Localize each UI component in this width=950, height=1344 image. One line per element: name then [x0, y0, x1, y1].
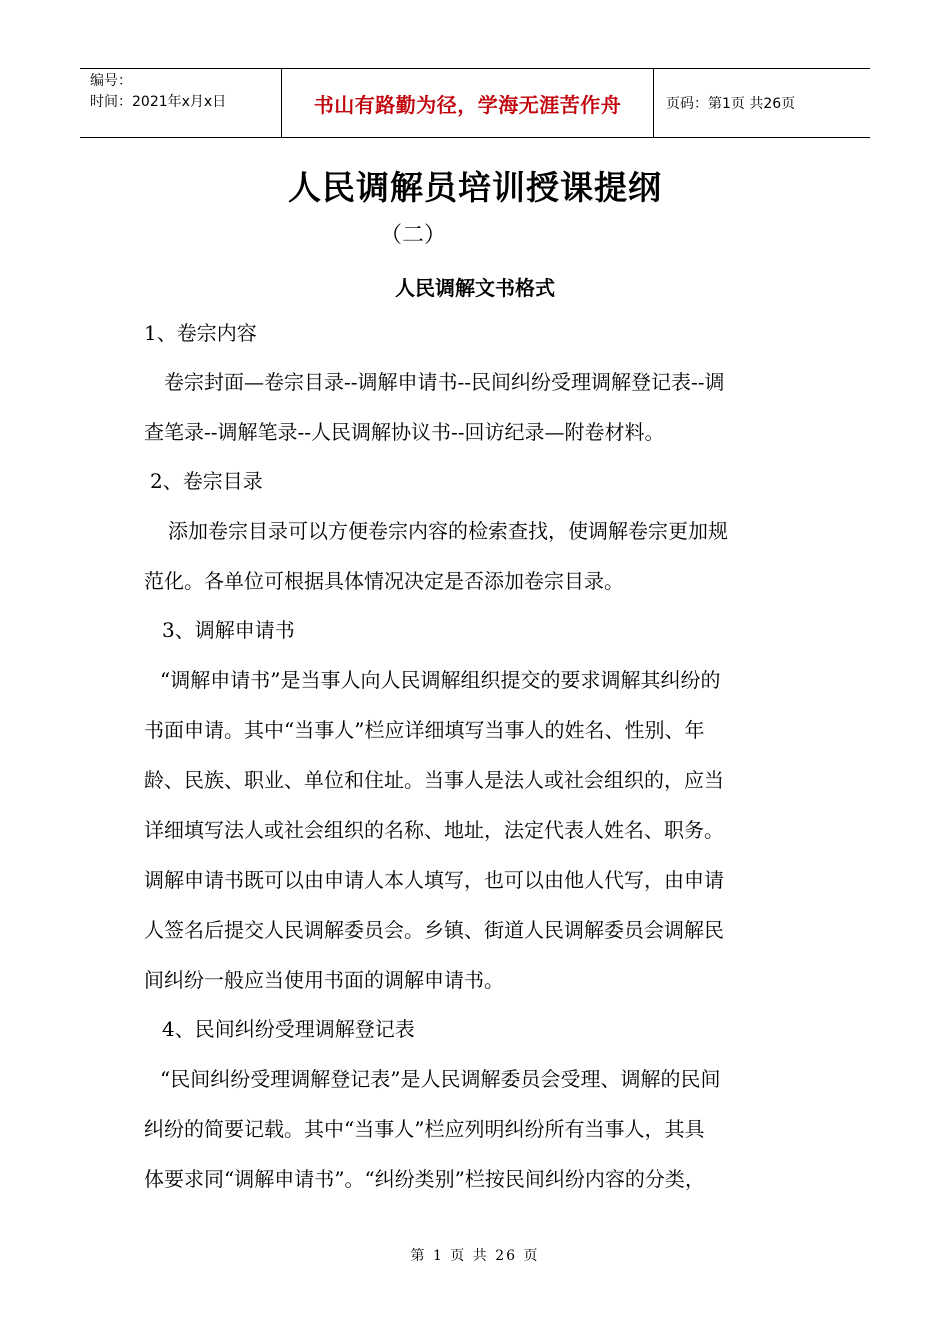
- body-line: 间纠纷一般应当使用书面的调解申请书。: [144, 968, 504, 992]
- document-title: 人民调解员培训授课提纲: [288, 168, 662, 207]
- body-line: “民间纠纷受理调解登记表”是人民调解委员会受理、调解的民间: [160, 1067, 721, 1091]
- body-line: 书面申请。其中“当事人”栏应详细填写当事人的姓名、性别、年: [144, 718, 705, 742]
- body-line: 龄、民族、职业、单位和住址。当事人是法人或社会组织的，应当: [144, 768, 724, 792]
- body-line: 纠纷的简要记载。其中“当事人”栏应列明纠纷所有当事人，其具: [144, 1117, 705, 1141]
- document-header: [80, 68, 870, 138]
- body-line: 范化。各单位可根据具体情况决定是否添加卷宗目录。: [144, 569, 624, 593]
- header-motto: 书山有路勤为径，学海无涯苦作舟: [282, 69, 654, 137]
- page-footer: 第 1 页 共 26 页: [410, 1248, 540, 1264]
- document-subtitle: （二）: [380, 223, 447, 248]
- body-line: 查笔录--调解笔录--人民调解协议书--回访纪录—附卷材料。: [144, 420, 665, 444]
- body-line: 体要求同“调解申请书”。“纠纷类别”栏按民间纠纷内容的分类，: [144, 1167, 705, 1191]
- heading-3: 3、调解申请书: [162, 618, 295, 642]
- body-line: 人签名后提交人民调解委员会。乡镇、街道人民调解委员会调解民: [144, 918, 724, 942]
- heading-4: 4、民间纠纷受理调解登记表: [162, 1017, 415, 1041]
- document-date-label: 时间：2021年x月x日: [90, 94, 227, 110]
- body-line: 详细填写法人或社会组织的名称、地址，法定代表人姓名、职务。: [144, 818, 724, 842]
- heading-2: 2、卷宗目录: [150, 469, 263, 493]
- body-line: 调解申请书既可以由申请人本人填写，也可以由他人代写，由申请: [144, 868, 724, 892]
- body-line: 卷宗封面—卷宗目录--调解申请书--民间纠纷受理调解登记表--调: [164, 370, 725, 394]
- heading-1: 1、卷宗内容: [144, 321, 257, 345]
- section-title: 人民调解文书格式: [395, 276, 555, 300]
- body-line: “调解申请书”是当事人向人民调解组织提交的要求调解其纠纷的: [160, 668, 721, 692]
- document-number-label: 编号：: [90, 73, 132, 89]
- body-line: 添加卷宗目录可以方便卷宗内容的检索查找，使调解卷宗更加规: [168, 519, 728, 543]
- header-page-info: 页码：第1页 共26页: [666, 96, 796, 112]
- header-meta: [80, 69, 282, 137]
